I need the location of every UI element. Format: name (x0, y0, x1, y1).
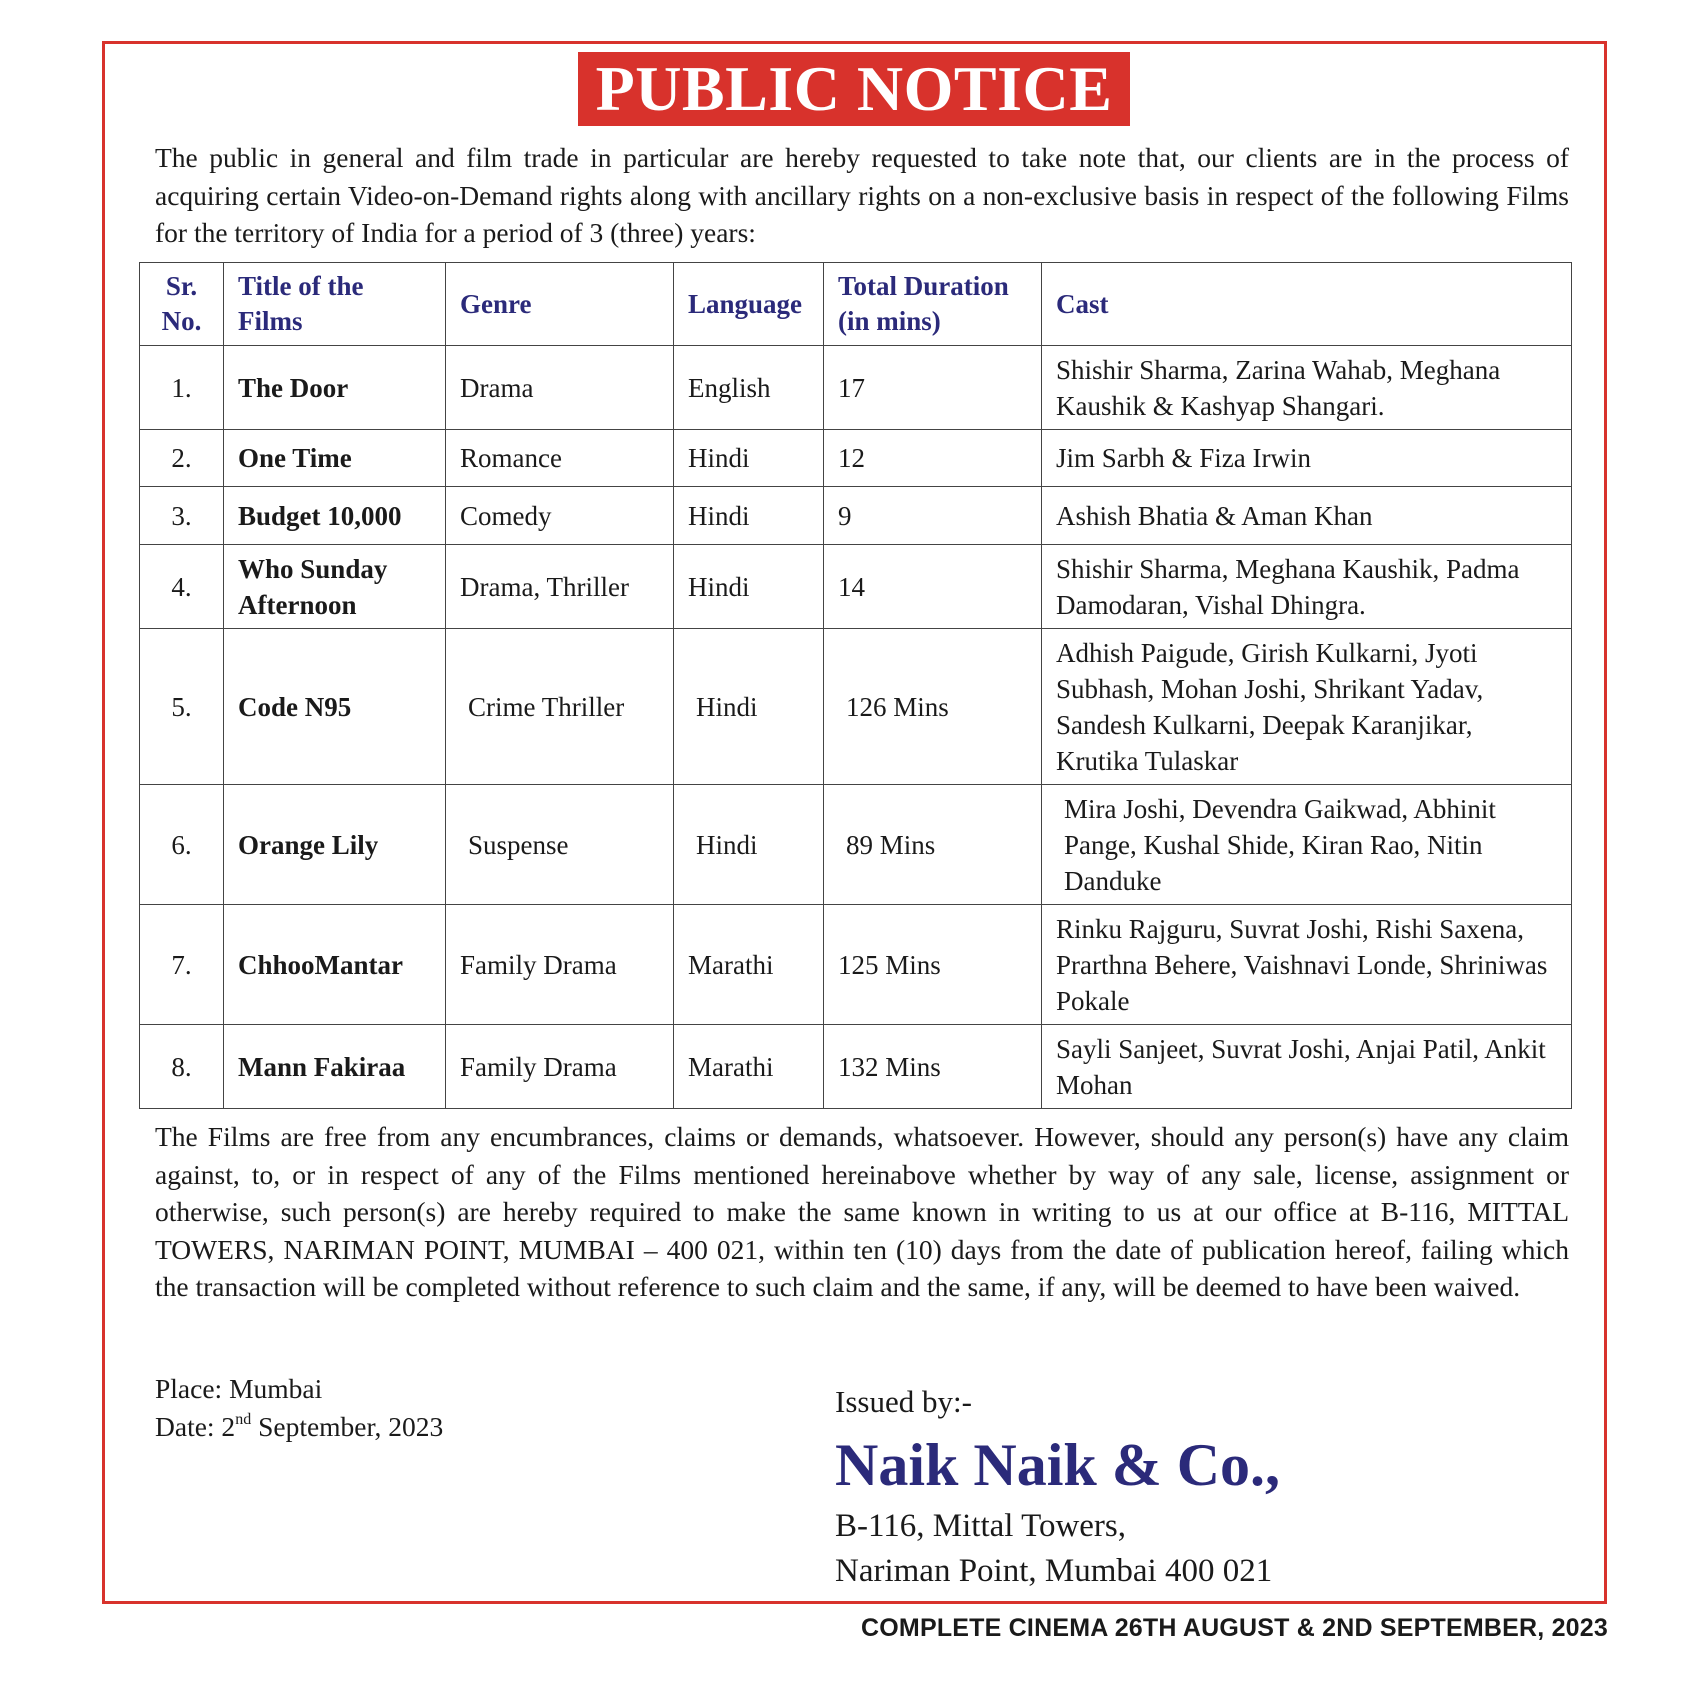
table-row (140, 346, 1572, 430)
cell-language: Marathi (674, 905, 824, 1025)
cell-cast: Sayli Sanjeet, Suvrat Joshi, Anjai Patil, Ankit Mohan (1042, 1025, 1572, 1109)
intro-paragraph: The public in general and film trade in particular are hereby requested to take note that, our clients are in the process of acquiring certain Video-on-Demand rights along with ancillary rights on a non-exclusive basis in respect of the following Films for the territory of India for a period of 3 (three) years: (155, 142, 1569, 248)
cell-cast: Jim Sarbh & Fiza Irwin (1042, 430, 1572, 487)
publication-footer: COMPLETE CINEMA 26TH AUGUST & 2ND SEPTEMBER, 2023 (861, 1614, 1608, 1642)
place-line: Place: Mumbai (155, 1373, 323, 1404)
films-table (139, 262, 1572, 1109)
table-row (140, 487, 1572, 545)
cell-sr: 6. (140, 785, 224, 905)
notice-title: PUBLIC NOTICE (578, 52, 1130, 126)
cell-duration: 14 (824, 545, 1042, 629)
cell-genre: Romance (446, 430, 674, 487)
cell-genre: Comedy (446, 487, 674, 545)
cell-language: Hindi (674, 545, 824, 629)
header-genre: Genre (446, 263, 674, 346)
cell-genre: Family Drama (446, 1025, 674, 1109)
cell-genre: Drama, Thriller (446, 545, 674, 629)
cell-sr: 8. (140, 1025, 224, 1109)
cell-genre: Family Drama (446, 905, 674, 1025)
cell-duration: 12 (824, 430, 1042, 487)
cell-title: Budget 10,000 (224, 487, 446, 545)
cell-cast: Adhish Paigude, Girish Kulkarni, Jyoti Subhash, Mohan Joshi, Shrikant Yadav, Sandesh Kulkarni, Deepak Karanjikar, Krutika Tulaskar (1042, 629, 1572, 785)
cell-cast: Shishir Sharma, Zarina Wahab, Meghana Kaushik & Kashyap Shangari. (1042, 346, 1572, 430)
cell-sr: 7. (140, 905, 224, 1025)
cell-language: Hindi (674, 629, 824, 785)
cell-cast: Mira Joshi, Devendra Gaikwad, Abhinit Pange, Kushal Shide, Kiran Rao, Nitin Danduke (1042, 785, 1572, 905)
cell-cast: Shishir Sharma, Meghana Kaushik, Padma Damodaran, Vishal Dhingra. (1042, 545, 1572, 629)
cell-language: Marathi (674, 1025, 824, 1109)
date-line: Date: 2nd September, 2023 (155, 1411, 444, 1442)
table-row (140, 545, 1572, 629)
cell-title: Who Sunday Afternoon (224, 545, 446, 629)
cell-title: Orange Lily (224, 785, 446, 905)
cell-sr: 2. (140, 430, 224, 487)
cell-sr: 4. (140, 545, 224, 629)
header-title: Title of the Films (224, 263, 446, 346)
place-date-block (155, 1370, 443, 1446)
table-row (140, 785, 1572, 905)
header-duration: Total Duration (in mins) (824, 263, 1042, 346)
firm-name: Naik Naik & Co., (835, 1432, 1281, 1498)
header-cast: Cast (1042, 263, 1572, 346)
cell-cast: Rinku Rajguru, Suvrat Joshi, Rishi Saxena, Prarthna Behere, Vaishnavi Londe, Shriniwas Pokale (1042, 905, 1572, 1025)
cell-duration: 89 Mins (824, 785, 1042, 905)
cell-duration: 132 Mins (824, 1025, 1042, 1109)
table-row (140, 629, 1572, 785)
cell-sr: 1. (140, 346, 224, 430)
cell-title: Code N95 (224, 629, 446, 785)
table-row (140, 1025, 1572, 1109)
closing-paragraph: The Films are free from any encumbrances, claims or demands, whatsoever. However, should any person(s) have any claim against, to, or in respect of any of the Films mentioned hereinabove whether by way of any sale, license, assignment or otherwise, such person(s) are hereby required to make the same known in writing to us at our office at B-116, MITTAL TOWERS, NARIMAN POINT, MUMBAI – 400 021, within ten (10) days from the date of publication hereof, failing which the transaction will be completed without reference to such claim and the same, if any, will be deemed to have been waived. (155, 1121, 1569, 1302)
cell-language: Hindi (674, 785, 824, 905)
firm-address (835, 1504, 1280, 1594)
cell-title: Mann Fakiraa (224, 1025, 446, 1109)
cell-language: Hindi (674, 487, 824, 545)
table-row (140, 430, 1572, 487)
cell-title: The Door (224, 346, 446, 430)
cell-title: ChhooMantar (224, 905, 446, 1025)
cell-sr: 3. (140, 487, 224, 545)
cell-genre: Drama (446, 346, 674, 430)
cell-language: English (674, 346, 824, 430)
cell-genre: Suspense (446, 785, 674, 905)
address-line-1: B-116, Mittal Towers, (835, 1508, 1127, 1544)
table-header-row (140, 263, 1572, 346)
cell-duration: 125 Mins (824, 905, 1042, 1025)
issued-by-label: Issued by:- (835, 1384, 972, 1419)
cell-duration: 17 (824, 346, 1042, 430)
issuer-block (835, 1382, 1280, 1594)
cell-duration: 9 (824, 487, 1042, 545)
header-sr-no: Sr. No. (140, 263, 224, 346)
cell-duration: 126 Mins (824, 629, 1042, 785)
table-row (140, 905, 1572, 1025)
cell-sr: 5. (140, 629, 224, 785)
cell-title: One Time (224, 430, 446, 487)
header-language: Language (674, 263, 824, 346)
cell-genre: Crime Thriller (446, 629, 674, 785)
cell-language: Hindi (674, 430, 824, 487)
cell-cast: Ashish Bhatia & Aman Khan (1042, 487, 1572, 545)
address-line-2: Nariman Point, Mumbai 400 021 (835, 1553, 1273, 1589)
